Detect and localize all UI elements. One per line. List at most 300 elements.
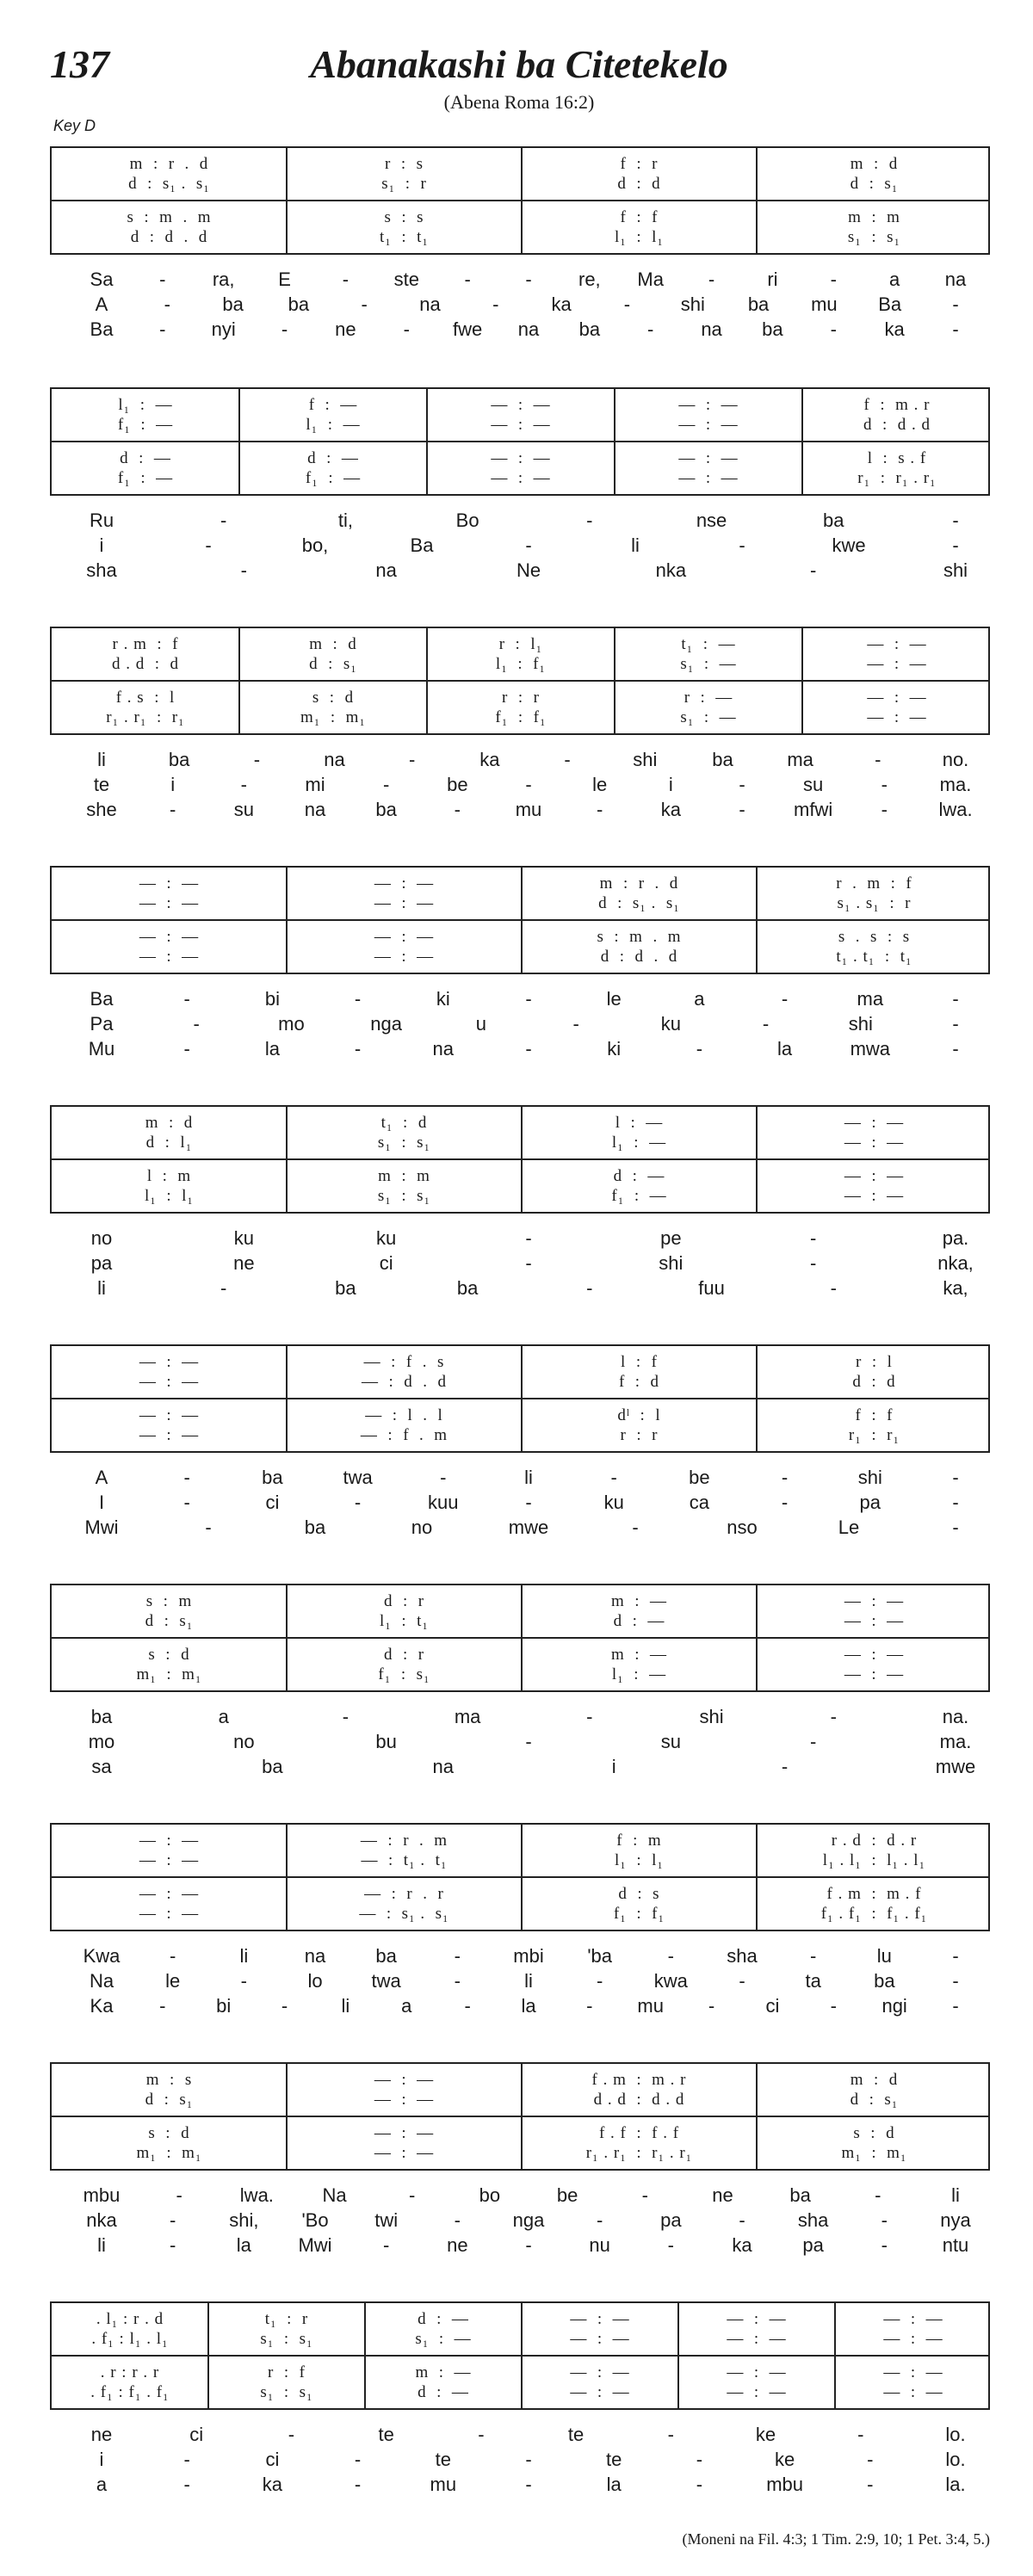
lyric-syllable: te	[567, 2424, 585, 2445]
note-cell: s₁ : —	[680, 655, 737, 673]
note-cell: r₁ : r₁ . r₁	[857, 469, 937, 487]
lyric-syllable: 'ba	[587, 1945, 612, 1967]
lyric-syllable: nyi	[211, 318, 236, 340]
lyric-syllable: -	[830, 318, 837, 340]
note-cell: — : —	[867, 655, 927, 673]
lyric-syllable: ka	[732, 2234, 752, 2256]
lyric-syllable: no	[233, 1731, 255, 1752]
voice-row	[52, 655, 988, 674]
lyric-syllable: nso	[727, 1517, 758, 1538]
note-cell: l₁ : —	[611, 1134, 667, 1152]
music-system	[50, 1823, 990, 1931]
lyric-syllable: ba	[712, 749, 733, 770]
lyric-syllable: -	[830, 269, 837, 290]
note-cell: d : —	[613, 1167, 665, 1185]
note-cell: — : —	[139, 1851, 200, 1869]
lyric-syllable: -	[492, 293, 499, 315]
note-cell: — : —	[727, 2310, 787, 2328]
note-cell: d . d : d	[111, 655, 180, 673]
lyric-syllable: mo	[88, 1731, 115, 1752]
lyric-syllable: i	[99, 534, 104, 556]
note-cell: s : m . m	[597, 928, 682, 946]
lyric-syllable: ba	[335, 1277, 356, 1299]
lyric-syllable: le	[592, 774, 608, 795]
voice-row	[52, 1114, 988, 1133]
note-cell: f₁ : f₁	[613, 1905, 665, 1923]
lyric-syllable: ki	[436, 988, 450, 1010]
lyric-line	[50, 2184, 990, 2208]
lyric-syllable: -	[596, 1970, 603, 1992]
lyric-syllable: te	[93, 774, 110, 795]
lyric-syllable: bi	[264, 988, 280, 1010]
note-cell: m₁ : m₁	[136, 1665, 202, 1683]
lyric-syllable: she	[86, 799, 117, 820]
lyric-syllable: -	[667, 2234, 674, 2256]
lyric-syllable: pa	[859, 1492, 881, 1513]
lyric-syllable: ba	[262, 1756, 283, 1777]
note-cell: l₁ : f₁	[495, 655, 547, 673]
lyric-syllable: mo	[278, 1013, 305, 1035]
voice-row	[52, 1592, 988, 1611]
lyric-syllable: -	[952, 534, 959, 556]
note-cell: d : —	[307, 449, 359, 467]
lyric-syllable: ka	[479, 749, 500, 770]
lyric-line	[50, 988, 990, 1012]
note-cell: l₁ : —	[118, 396, 173, 414]
note-cell: r : r	[620, 1426, 659, 1444]
voice-row	[52, 1646, 988, 1665]
lyric-syllable: ka	[660, 799, 681, 820]
lyric-syllable: -	[183, 2474, 190, 2495]
voice-row	[52, 1905, 988, 1924]
note-cell: — : —	[844, 1665, 905, 1683]
note-cell: f₁ : —	[117, 469, 174, 487]
lyric-syllable: ca	[689, 1492, 710, 1513]
lyric-syllable: fwe	[453, 318, 483, 340]
note-cell: t₁ : t₁	[379, 228, 430, 246]
lyric-syllable: kwe	[832, 534, 866, 556]
lyric-syllable: -	[525, 1038, 532, 1059]
lyric-syllable: ba	[262, 1467, 283, 1488]
lyric-syllable: ba	[578, 318, 601, 340]
voice-row	[52, 689, 988, 707]
lyric-line	[50, 1995, 990, 2019]
note-cell: — : —	[139, 894, 200, 912]
voice-row	[52, 874, 988, 893]
lyric-syllable: nka	[86, 2209, 117, 2231]
lyric-syllable: nse	[696, 510, 727, 531]
note-cell: — : —	[678, 416, 739, 434]
music-system	[50, 387, 990, 496]
lyric-syllable: a	[401, 1995, 412, 2017]
note-cell: — : —	[139, 1832, 200, 1850]
lyric-syllable: ke	[755, 2424, 776, 2445]
lyric-syllable: -	[952, 1945, 959, 1967]
lyric-syllable: -	[647, 318, 654, 340]
note-cell: s : s	[384, 208, 424, 226]
note-cell: d : d . d	[130, 228, 208, 246]
voice-row	[52, 928, 988, 947]
note-cell: d : —	[418, 2383, 469, 2401]
lyric-line	[50, 1013, 990, 1037]
lyric-syllable: -	[159, 1995, 166, 2017]
note-cell: t₁ . t₁ : t₁	[836, 948, 912, 966]
note-cell: . r : r . r	[100, 2363, 160, 2381]
lyric-syllable: ne	[712, 2184, 733, 2206]
part-separator	[52, 2116, 988, 2117]
lyric-line	[50, 1252, 990, 1276]
lyric-line	[50, 799, 990, 823]
lyric-syllable: kuu	[428, 1492, 459, 1513]
lyric-syllable: na	[304, 799, 326, 820]
note-cell: d : —	[613, 1612, 665, 1630]
lyric-syllable: -	[409, 2184, 416, 2206]
lyric-syllable: -	[762, 1013, 770, 1035]
lyric-syllable: shi	[943, 559, 968, 581]
lyric-syllable: pe	[660, 1227, 682, 1249]
voice-row	[52, 1832, 988, 1850]
note-cell: s₁ : s₁	[377, 1187, 431, 1205]
hymn-header	[50, 41, 988, 127]
footer-references: (Moneni na Fil. 4:3; 1 Tim. 2:9, 10; 1 Pet. 3:4, 5.)	[682, 2530, 990, 2548]
voice-row	[52, 2124, 988, 2143]
voice-row	[52, 416, 988, 435]
lyric-syllable: twa	[343, 1467, 373, 1488]
note-cell: r . d : d . r	[831, 1832, 918, 1850]
lyric-syllable: -	[159, 269, 166, 290]
note-cell: — : —	[844, 1134, 905, 1152]
note-cell: — : —	[678, 469, 739, 487]
lyric-syllable: -	[610, 1467, 617, 1488]
lyric-syllable: Ba	[90, 988, 114, 1010]
lyric-syllable: na	[324, 749, 345, 770]
lyric-syllable: -	[159, 318, 166, 340]
lyric-syllable: pa	[660, 2209, 682, 2231]
lyric-syllable: -	[342, 269, 349, 290]
lyric-line	[50, 2474, 990, 2498]
lyric-syllable: -	[875, 749, 881, 770]
lyric-syllable: na	[517, 318, 540, 340]
voice-row	[52, 1353, 988, 1372]
note-cell: — : —	[139, 1426, 200, 1444]
note-cell: — : —	[374, 948, 435, 966]
lyric-syllable: -	[586, 510, 593, 531]
note-cell: r . m : f	[836, 874, 912, 893]
lyric-syllable: ra,	[212, 269, 235, 290]
music-system	[50, 146, 990, 255]
lyric-syllable: bo,	[301, 534, 329, 556]
note-cell: d : r	[383, 1592, 425, 1610]
note-cell: — : —	[844, 1187, 905, 1205]
lyric-syllable: -	[361, 293, 368, 315]
note-cell: d : s₁ . s₁	[128, 175, 210, 193]
lyric-syllable: ne	[335, 318, 356, 340]
note-cell: d : s₁	[145, 1612, 194, 1630]
note-cell: r₁ . r₁ : r₁	[106, 708, 185, 726]
lyric-syllable: -	[464, 269, 471, 290]
lyric-line	[50, 1706, 990, 1730]
lyric-syllable: be	[447, 774, 468, 795]
lyric-syllable: -	[169, 799, 176, 820]
voice-row	[52, 2144, 988, 2163]
lyric-syllable: -	[525, 988, 532, 1010]
lyric-syllable: ma.	[939, 1731, 972, 1752]
lyric-line	[50, 318, 990, 343]
lyric-syllable: sha	[727, 1945, 758, 1967]
note-cell: — : —	[678, 449, 739, 467]
note-cell: l : —	[615, 1114, 664, 1132]
lyric-syllable: -	[205, 1517, 212, 1538]
lyric-syllable: sha	[797, 2209, 829, 2231]
note-cell: — : —	[570, 2383, 630, 2401]
note-cell: — : —	[491, 469, 551, 487]
note-cell: m₁ : m₁	[300, 708, 367, 726]
note-cell: f . m : m . r	[591, 2071, 687, 2089]
lyric-syllable: na	[701, 318, 722, 340]
note-cell: — : f . m	[360, 1426, 448, 1444]
lyric-line	[50, 2209, 990, 2233]
lyric-syllable: ka	[262, 2474, 283, 2495]
lyric-syllable: mbi	[513, 1945, 544, 1967]
lyric-syllable: -	[952, 510, 959, 531]
lyric-syllable: -	[525, 774, 532, 795]
voice-row	[52, 1426, 988, 1445]
lyric-syllable: -	[781, 1756, 789, 1777]
lyric-syllable: -	[354, 1492, 362, 1513]
note-cell: — : —	[139, 874, 200, 893]
note-cell: f₁ : f₁	[495, 708, 547, 726]
lyric-syllable: -	[525, 534, 532, 556]
lyric-syllable: Ba	[878, 293, 902, 315]
note-cell: — : —	[491, 449, 551, 467]
lyric-line	[50, 2449, 990, 2473]
lyric-syllable: -	[454, 1945, 461, 1967]
note-cell: l₁ . l₁ : l₁ . l₁	[822, 1851, 926, 1869]
lyric-syllable: mu	[811, 293, 838, 315]
lyric-syllable: -	[525, 2449, 532, 2470]
lyric-syllable: -	[596, 2209, 603, 2231]
lyric-syllable: -	[382, 774, 390, 795]
voice-row	[52, 2310, 988, 2329]
note-cell: — : t₁ . t₁	[361, 1851, 448, 1869]
voice-row	[52, 2071, 988, 2090]
note-cell: t₁ : —	[681, 635, 736, 653]
lyric-syllable: be	[689, 1467, 710, 1488]
lyric-syllable: Ma	[637, 269, 664, 290]
note-cell: t₁ : r	[264, 2310, 309, 2328]
lyric-syllable: te	[606, 2449, 622, 2470]
lyric-syllable: kwa	[653, 1970, 688, 1992]
voice-row	[52, 2363, 988, 2382]
lyric-syllable: -	[572, 1013, 579, 1035]
lyric-syllable: mu	[430, 2474, 457, 2495]
note-cell: l₁ : l₁	[614, 228, 665, 246]
part-separator	[52, 200, 988, 201]
lyric-syllable: la	[521, 1995, 536, 2017]
note-cell: — : —	[727, 2363, 787, 2381]
note-cell: f₁ : s₁	[378, 1665, 430, 1683]
lyric-syllable: bu	[375, 1731, 397, 1752]
lyric-syllable: shi	[848, 1013, 873, 1035]
note-cell: — : —	[883, 2383, 943, 2401]
lyric-syllable: -	[708, 269, 715, 290]
lyric-syllable: -	[183, 988, 190, 1010]
lyric-syllable: -	[281, 318, 288, 340]
lyric-syllable: ma	[787, 749, 813, 770]
note-cell: — : —	[844, 1646, 905, 1664]
lyric-syllable: ka	[551, 293, 572, 315]
lyric-syllable: -	[288, 2424, 295, 2445]
note-cell: — : —	[139, 1373, 200, 1391]
note-cell: — : —	[374, 2124, 435, 2142]
lyric-line	[50, 293, 990, 318]
lyric-syllable: sha	[86, 559, 117, 581]
note-cell: — : —	[374, 2071, 435, 2089]
note-cell: f : —	[308, 396, 358, 414]
lyric-syllable: -	[696, 2449, 703, 2470]
lyric-syllable: -	[809, 559, 817, 581]
lyric-syllable: -	[952, 988, 959, 1010]
note-cell: — : —	[844, 1167, 905, 1185]
voice-row	[52, 175, 988, 194]
note-cell: f : m	[616, 1832, 662, 1850]
lyric-syllable: ba	[747, 293, 770, 315]
lyric-syllable: ba	[304, 1517, 326, 1538]
lyric-syllable: -	[169, 2234, 176, 2256]
lyric-syllable: su	[233, 799, 254, 820]
note-cell: l₁ : l₁	[144, 1187, 195, 1205]
lyric-syllable: -	[193, 1013, 200, 1035]
lyric-syllable: -	[525, 2234, 532, 2256]
lyric-syllable: ne	[447, 2234, 468, 2256]
note-cell: — : r . r	[364, 1885, 444, 1903]
lyric-syllable: Na	[322, 2184, 347, 2206]
note-cell: f . s : l	[115, 689, 176, 707]
note-cell: d . d : d . d	[593, 2091, 685, 2109]
lyric-syllable: ku	[603, 1492, 624, 1513]
note-cell: d : d	[617, 175, 661, 193]
note-cell: — : f . s	[363, 1353, 445, 1371]
note-cell: — : —	[570, 2330, 630, 2348]
lyric-syllable: ba	[789, 2184, 811, 2206]
lyric-syllable: bo	[479, 2184, 501, 2206]
lyric-syllable: i	[99, 2449, 104, 2470]
note-cell: — : —	[867, 635, 927, 653]
lyric-syllable: ne	[90, 2424, 113, 2445]
lyric-syllable: Ba	[90, 318, 114, 340]
note-cell: l : s . f	[867, 449, 927, 467]
lyric-syllable: ti,	[337, 510, 353, 531]
lyric-syllable: twa	[371, 1970, 401, 1992]
lyric-syllable: ta	[805, 1970, 821, 1992]
voice-row	[52, 228, 988, 247]
lyric-syllable: nya	[940, 2209, 971, 2231]
lyric-syllable: -	[240, 559, 247, 581]
lyric-syllable: -	[867, 2474, 874, 2495]
note-cell: — : —	[491, 416, 551, 434]
note-cell: — : —	[139, 948, 200, 966]
lyric-line	[50, 1970, 990, 1994]
lyric-syllable: ci	[765, 1995, 780, 2017]
lyric-syllable: a	[218, 1706, 229, 1727]
lyric-syllable: -	[183, 1467, 190, 1488]
lyric-syllable: -	[708, 1995, 715, 2017]
lyric-syllable: -	[586, 1706, 593, 1727]
voice-row	[52, 1373, 988, 1392]
lyric-syllable: -	[281, 1995, 288, 2017]
note-cell: — : —	[883, 2310, 943, 2328]
lyric-syllable: -	[176, 2184, 182, 2206]
lyric-syllable: -	[525, 1492, 532, 1513]
music-system	[50, 2062, 990, 2171]
lyric-syllable: -	[623, 293, 631, 315]
voice-row	[52, 1612, 988, 1631]
note-cell: — : —	[727, 2330, 787, 2348]
lyric-syllable: la	[236, 2234, 251, 2256]
lyric-syllable: -	[205, 534, 212, 556]
lyric-syllable: twi	[374, 2209, 399, 2231]
lyric-syllable: ba	[288, 293, 310, 315]
lyric-syllable: ste	[393, 269, 419, 290]
note-cell: m : —	[610, 1646, 668, 1664]
note-cell: m : m	[378, 1167, 430, 1185]
note-cell: f₁ : —	[305, 469, 362, 487]
lyric-syllable: le	[165, 1970, 181, 1992]
note-cell: s₁ : s₁	[260, 2383, 313, 2401]
lyric-syllable: -	[354, 2474, 362, 2495]
note-cell: f : f	[620, 208, 659, 226]
lyric-line	[50, 774, 990, 798]
lyric-syllable: te	[378, 2424, 394, 2445]
lyric-line	[50, 1945, 990, 1969]
lyric-syllable: na	[432, 1038, 455, 1059]
voice-row	[52, 1187, 988, 1206]
lyric-syllable: ma	[857, 988, 884, 1010]
lyric-syllable: no.	[942, 749, 969, 770]
note-cell: m : —	[415, 2363, 472, 2381]
voice-row	[52, 2383, 988, 2402]
note-cell: s₁ : s₁	[260, 2330, 313, 2348]
lyric-syllable: -	[409, 749, 416, 770]
music-system	[50, 2301, 990, 2410]
lyric-syllable: Ba	[410, 534, 434, 556]
note-cell: — : r . m	[360, 1832, 448, 1850]
lyric-syllable: -	[525, 269, 532, 290]
note-cell: r : l	[856, 1353, 893, 1371]
note-cell: s : d	[148, 1646, 190, 1664]
voice-row	[52, 948, 988, 967]
note-cell: f₁ : —	[611, 1187, 667, 1205]
note-cell: m : d	[850, 2071, 899, 2089]
lyric-syllable: -	[525, 2474, 532, 2495]
lyric-syllable: -	[781, 988, 789, 1010]
lyric-syllable: li	[97, 1277, 106, 1299]
lyric-syllable: le	[606, 988, 622, 1010]
lyric-syllable: ci	[265, 1492, 280, 1513]
lyric-syllable: -	[586, 1277, 593, 1299]
lyric-syllable: -	[809, 1252, 817, 1274]
note-cell: — : —	[844, 1592, 905, 1610]
note-cell: m : d	[309, 635, 357, 653]
lyric-line	[50, 1467, 990, 1491]
lyric-syllable: pa.	[942, 1227, 969, 1249]
lyric-syllable: fuu	[698, 1277, 725, 1299]
lyric-syllable: i	[611, 1756, 616, 1777]
note-cell: t₁ : d	[380, 1114, 428, 1132]
note-cell: — : —	[867, 708, 927, 726]
note-cell: l₁ : —	[611, 1665, 667, 1683]
lyric-syllable: -	[696, 1038, 703, 1059]
